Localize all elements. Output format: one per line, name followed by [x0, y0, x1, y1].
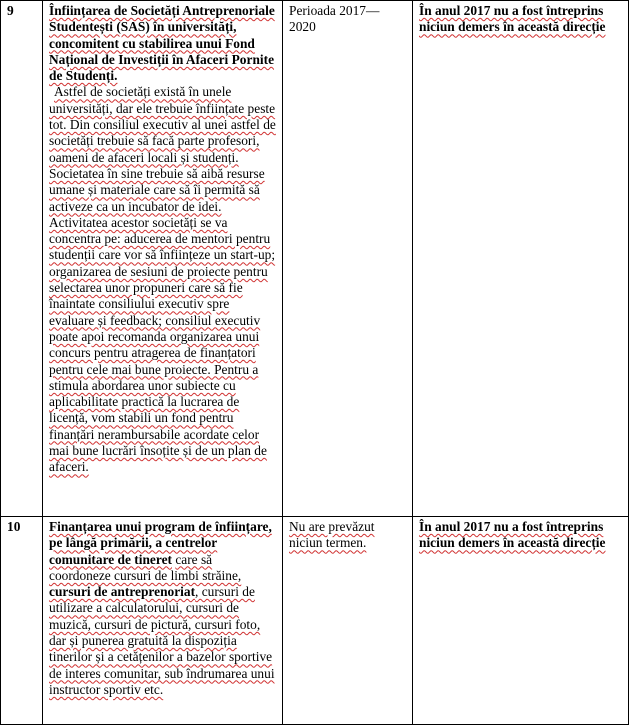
status-text: În anul 2017 nu a fost întreprins niciun demers în această direcție — [419, 3, 606, 35]
measure-title-part1: Finanțarea unui program de înființare, pe lângă primării, a centrelor comunitare de tineret — [49, 519, 272, 567]
description-cell — [43, 517, 283, 725]
description-cell — [43, 1, 283, 517]
period-cell — [283, 517, 413, 725]
status-cell — [413, 1, 629, 517]
measure-description: Astfel de societăți există în unele universități, dar ele trebuie înființate peste tot. Din consiliul executiv al unei astfel de societăți trebuie să facă parte profesori, oameni de afaceri locali și studenți. Societatea în sine trebuie să aibă resurse umane și materiale care să îi permită să activeze ca un incubator de idei. Activitatea acestor societăți se va concentra pe: aducerea de mentori pentru studenții care vor să înființeze un start-up; organizarea de sesiuni de proiecte pentru selectarea unor propuneri care să fie înaintate consiliului executiv spre evaluare și feedback; consiliul executiv poate apoi recomanda organizarea unui concurs pentru atragerea de finanțatori pentru cele mai bune proiecte. Pentru a stimula abordarea unor subiecte cu aplicabilitate practică la lucrarea de licență, vom stabili un fond pentru finanțări nerambursabile acordate celor mai bune lucrări însoțite și de un plan de afaceri. — [49, 84, 276, 475]
measure-text-part1: care să coordoneze cursuri de limbi străine, — [49, 551, 242, 583]
row-number: 10 — [7, 519, 21, 534]
status-text: În anul 2017 nu a fost întreprins niciun demers în această direcție — [419, 519, 606, 551]
row-number-cell — [1, 1, 43, 517]
row-number-cell — [1, 517, 43, 725]
measure-text-part2: , cursuri de utilizare a calculatorului, cursuri de muzică, cursuri de pictură, cursuri foto, dar și punerea gratuită la dispoziția tinerilor și a cetățenilor a bazelor sportive de interes comunitar, sub îndrumarea unui instructor sportiv etc. — [49, 584, 275, 697]
period-cell — [283, 1, 413, 517]
table-row — [1, 1, 629, 517]
table-row — [1, 517, 629, 725]
status-cell — [413, 517, 629, 725]
period-text: Nu are prevăzut niciun termen. — [289, 519, 375, 551]
measure-title: Înființarea de Societăți Antreprenoriale Studentești (SAS) în universități, concomitent cu stabilirea unui Fond Național de Investiții în Afaceri Pornite de Studenți. — [49, 3, 275, 84]
measure-title-part2: cursuri de antreprenoriat — [49, 584, 196, 600]
period-text: Perioada 2017—2020 — [289, 3, 380, 35]
row-number: 9 — [7, 3, 14, 18]
